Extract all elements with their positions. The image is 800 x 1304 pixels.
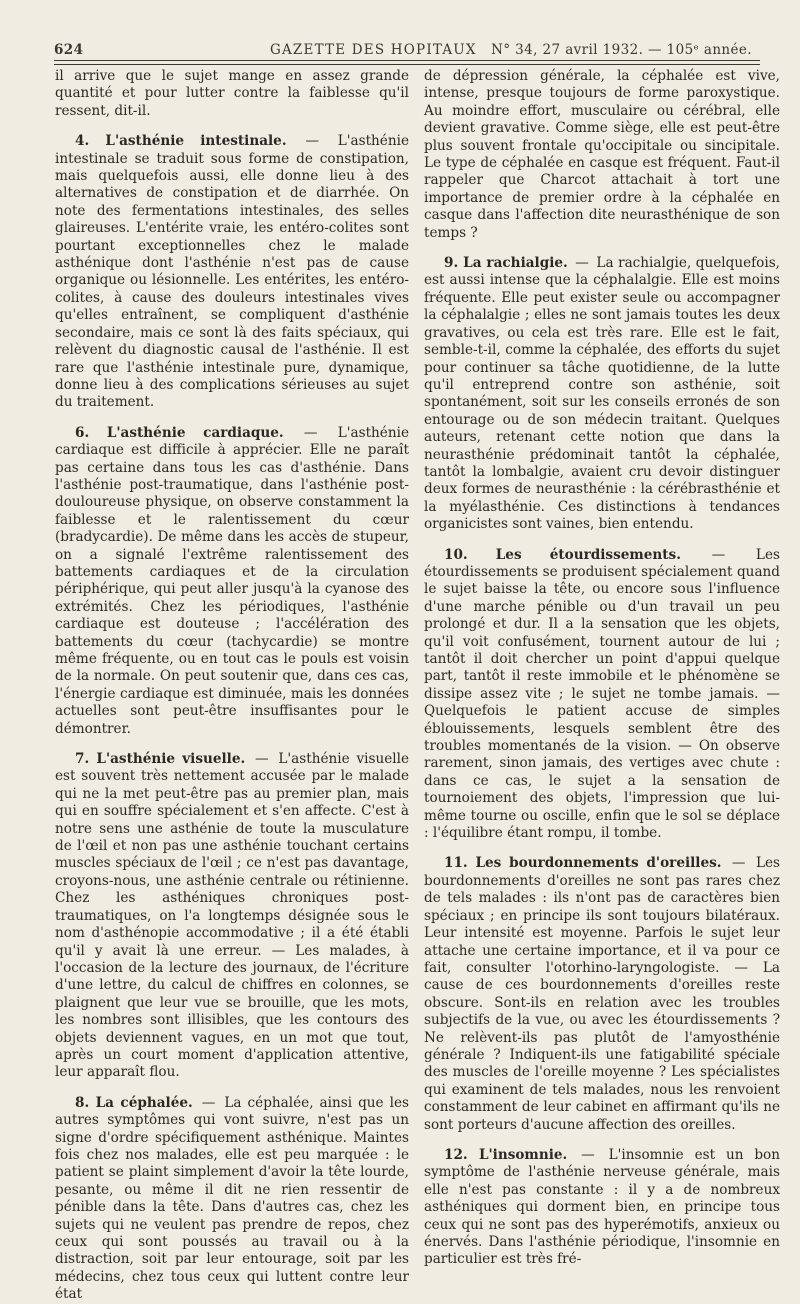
paragraph-s6 — [55, 425, 409, 738]
paragraph-s4 — [55, 133, 409, 412]
section-heading: 11. Les bourdonnements d'oreilles. — [444, 855, 722, 872]
paragraph-cont2 — [424, 68, 780, 242]
paragraph-s10 — [424, 547, 780, 843]
paragraph-text: L'asthénie cardiaque est difficile à apprécier. Elle ne paraît pas certaine dans tous les cas d'asthénie. Dans l'asthénie post-traumatique, dans l'asthénie post-douloureuse physique, on observe constamment la faiblesse et le ralentissement du cœur (bradycardie). De même dans les accès de stupeur, on a signalé l'extrême ralentissement des battements cardiaques et de la circulation périphérique, qui peut aller jusqu'à la cyanose des extrémités. Chez les périodiques, l'asthénie cardiaque est douteuse ; l'accélération des battements du cœur (tachycardie) se montre même fréquente, ou en tout cas le pouls est voisin de la normale. On peut soutenir que, dans ces cas, l'énergie cardiaque est diminuée, mais les données actuelles sont peut-être insuffisantes pour le démontrer. — [55, 424, 409, 737]
heading-dash: — — [724, 855, 753, 872]
issue-info: N° 34, 27 avril 1932. — 105ᵉ année. — [491, 42, 752, 58]
heading-dash: — — [570, 255, 594, 272]
paragraph-text: L'asthénie intestinale se traduit sous forme de constipation, mais quelquefois aussi, elle donne lieu à des alternatives de constipation et de diarrhée. On note des fermentations intestinales, des selles glaireuses. L'entérite vraie, les entéro-colites sont pourtant exceptionnelles chez le malade asthénique dont l'asthénie n'est pas de cause organique ou lésionnelle. Les entérites, les entéro-colites, à cause des douleurs intestinales vives qu'elles entraînent, se compliquent d'asthénie secondaire, mais ce sont là des faits spéciaux, qui relèvent du diagnostic causal de l'asthénie. Il est rare que l'asthénie intestinale pure, dynamique, donne lieu à des complications sérieuses au sujet du traitement. — [55, 133, 409, 411]
paragraph-s11 — [424, 855, 780, 1134]
paragraph-text: L'insomnie est un bon symptôme de l'asthénie nerveuse générale, mais elle n'est pas constante : il y a de nombreux asthéniques qui dorment bien, en principe tous ceux qui ne sont pas des hyperémotifs, anxieux ou énervés. Dans l'asthénie périodique, l'insomnie en particulier est très fré- — [424, 1146, 780, 1268]
paragraph-text: il arrive que le sujet mange en assez grande quantité et pour lutter contre la faiblesse qu'il ressent, dit-il. — [55, 68, 409, 119]
heading-dash: — — [683, 546, 753, 563]
heading-dash: — — [289, 133, 335, 150]
right-column — [424, 68, 780, 1269]
section-heading: 9. La rachialgie. — [444, 255, 568, 272]
section-heading: 12. L'insomnie. — [444, 1146, 568, 1163]
paragraph-s9 — [424, 255, 780, 534]
heading-dash: — — [570, 1146, 606, 1163]
paragraph-s12 — [424, 1147, 780, 1269]
section-heading: 8. La céphalée. — [75, 1094, 193, 1111]
heading-dash: — — [286, 424, 335, 441]
section-heading: 7. L'asthénie visuelle. — [75, 751, 246, 768]
paragraph-text: La céphalée, ainsi que les autres symptômes qui vont suivre, n'est pas un signe d'ordre spécifiquement asthénique. Maintes fois chez nos malades, elle est peu marquée : le patient se plaint simplement d'avoir la tête lourde, pesante, ou même il dit ne rien ressentir de pénible dans la tête. Dans d'autres cas, chez les sujets qui ne veulent pas prendre de repos, chez ceux qui sont poussés au travail ou à la distraction, soit par leur entourage, soit par les médecins, chez tous ceux qui luttent contre leur état — [55, 1094, 409, 1303]
paragraph-s8 — [55, 1095, 409, 1304]
running-header — [40, 38, 760, 62]
paragraph-cont — [55, 68, 409, 120]
paragraph-text: Les bourdonnements d'oreilles ne sont pas rares chez de tels malades : ils n'ont pas de caractères bien spéciaux ; en principe ils sont toujours bilatéraux. Leur intensité est moyenne. Parfois le sujet leur attache une certaine importance, et il va pour ce fait, consulter l'otorhino-laryngologiste. — La cause de ces bourdonnements d'oreilles reste obscure. Sont-ils en relation avec les troubles subjectifs de la vue, ou avec les étourdissements ? Ne relèvent-ils pas plutôt de l'amyosthénie générale ? Indiquent-ils une fatigabilité spéciale des muscles de l'oreille moyenne ? Les spécialistes qui examinent de tels malades, nous les renvoient constamment de leur cabinet en affirmant qu'ils ne sont porteurs d'aucune affection des oreilles. — [424, 855, 780, 1133]
section-heading: 10. Les étourdissements. — [444, 546, 681, 563]
paragraph-text: La rachialgie, quelquefois, est aussi intense que la céphalalgie. Elle est moins fréquente. Elle peut exister seule ou accompagner la céphalalgie ; elles ne sont jamais toutes les deux gravatives, ou cela est très rare. Elle est le fait, semble-t-il, comme la céphalée, des efforts du sujet pour continuer sa tâche quotidienne, de la lutte qu'il entreprend contre son asthénie, soit spontanément, soit sur les conseils erronés de son entourage ou de son médecin traitant. Quelques auteurs, retenant cette notion que dans la neurasthénie prédominait tantôt la céphalée, tantôt la lombalgie, avaient cru devoir distinguer deux formes de neurasthénie : la cérébrasthénie et la myélasthénie. Ces distinctions à tendances organicistes sont vaines, bien entendu. — [424, 255, 781, 533]
section-heading: 6. L'asthénie cardiaque. — [75, 424, 284, 441]
heading-dash: — — [248, 751, 276, 768]
paragraph-s7 — [55, 751, 409, 1082]
journal-title: GAZETTE DES HOPITAUX — [270, 42, 477, 58]
paragraph-text: L'asthénie visuelle est souvent très nettement accusée par le malade qui ne la met peut-être pas au premier plan, mais qui en souffre spécialement et s'en affecte. C'est à notre sens une asthénie de toute la musculature de l'œil et non pas une asthénie touchant certains muscles spéciaux de l'œil ; ce n'est pas davantage, croyons-nous, une asthénie centrale ou rétinienne. Chez les asthéniques chroniques post-traumatiques, on l'a longtemps désignée sous le nom d'asthénopie accommodative ; il a été établi qu'il y avait là une erreur. — Les malades, à l'occasion de la lecture des journaux, de l'écriture d'une lettre, du calcul de chiffres en colonnes, se plaignent que leur vue se brouille, que les mots, les nombres sont illisibles, que les contours des objets deviennent vagues, en un mot que tout, après un court moment d'application attentive, leur apparaît flou. — [55, 751, 409, 1081]
header-rule-thick — [54, 60, 760, 61]
left-column — [55, 68, 409, 1304]
paragraph-text: Les étourdissements se produisent spécialement quand le sujet baisse la tête, ou encore sous l'influence d'une marche pénible ou d'un travail un peu prolongé et dur. Il a la sensation que les objets, qu'il voit confusément, tournent autour de lui ; tantôt il doit chercher un point d'appui quelque part, tantôt il reste immobile et le phénomène se dissipe assez vite ; le sujet ne tombe jamais. — Quelquefois le patient accuse de simples éblouissements, lesquels semblent être des troubles momentanés de la vision. — On observe rarement, sinon jamais, des vertiges avec chute : dans ce cas, le sujet a la sensation de tournoiement des objets, l'impression que lui-même tourne ou oscille, enfin que le sol se déplace : l'équilibre étant rompu, il tombe. — [424, 546, 780, 842]
heading-dash: — — [195, 1094, 222, 1111]
section-heading: 4. L'asthénie intestinale. — [75, 133, 287, 150]
page-number: 624 — [54, 42, 84, 58]
paragraph-text: de dépression générale, la céphalée est vive, intense, presque toujours de forme paroxystique. Au moindre effort, musculaire ou cérébral, elle devient gravative. Comme siège, elle est peut-être plus souvent frontale qu'occipitale ou sincipitale. Le type de céphalée en casque est fréquent. Faut-il rappeler que Charcot attachait à tort une importance de premier ordre à la céphalée en casque dans l'affection dite neurasthénique de son temps ? — [424, 68, 780, 241]
header-rule-thin — [54, 64, 760, 65]
